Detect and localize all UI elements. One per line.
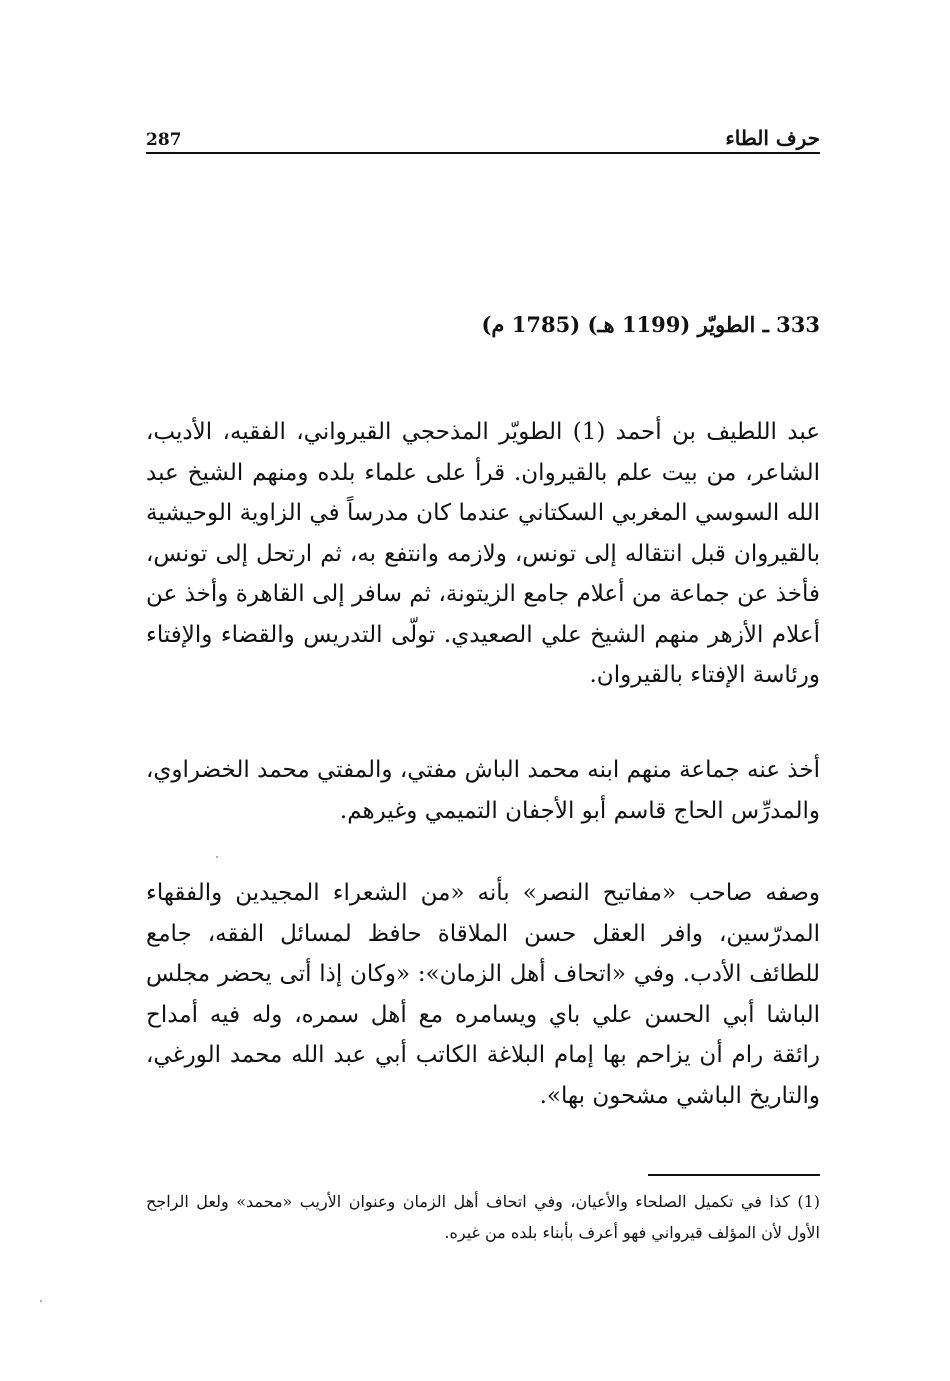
page-header — [146, 124, 820, 154]
page-number: 287 — [146, 130, 182, 150]
body-paragraph: عبد اللطيف بن أحمد (1) الطويّر المذحجي القيرواني، الفقيه، الأديب، الشاعر، من بيت علم بالقيروان. قرأ على علماء بلده ومنهم الشيخ عبد الله السوسي المغربي السكتاني عندما كان مدرساً في الزاوية الوحيشية بالقيروان قبل انتقاله إلى تونس، ولازمه وانتفع به، ثم ارتحل إلى تونس، فأخذ عن جماعة من أعلام جامع الزيتونة، ثم سافر إلى القاهرة وأخذ عن أعلام الأزهر منهم الشيخ علي الصعيدي. تولّى التدريس والقضاء والإفتاء ورئاسة الإفتاء بالقيروان. — [146, 419, 820, 688]
body-paragraph: أخذ عنه جماعة منهم ابنه محمد الباش مفتي، والمفتي محمد الخضراوي، والمدرِّس الحاج قاسم أبو الأجفان التميمي وغيرهم. — [146, 757, 820, 824]
paper-speck — [216, 856, 218, 858]
paper-speck — [40, 1300, 42, 1302]
entry-heading: 333 ـ الطويّر (1199 هـ) (1785 م) — [481, 312, 820, 337]
body-paragraph: وصفه صاحب «مفاتيح النصر» بأنه «من الشعراء المجيدين والفقهاء المدرّسين، وافر العقل حسن الملاقاة حافظ لمسائل الفقه، جامع للطائف الأدب. وفي «اتحاف أهل الزمان»: «وكان إذا أتى يحضر مجلس الباشا أبي الحسن علي باي ويسامره مع أهل سمره، وله فيه أمداح رائقة رام أن يزاحم بها إمام البلاغة الكاتب أبي عبد الله محمد الورغي، والتاريخ الباشي مشحون بها». — [146, 880, 820, 1109]
running-head: حرف الطاء — [725, 126, 820, 150]
footnote: (1) كذا في تكميل الصلحاء والأعيان، وفي اتحاف أهل الزمان وعنوان الأريب «محمد» ولعل الراجح الأول لأن المؤلف قيرواني فهو أعرف بأبناء بلده من غيره. — [146, 1192, 820, 1242]
header-rule — [146, 152, 820, 154]
footnote-rule — [648, 1174, 820, 1176]
